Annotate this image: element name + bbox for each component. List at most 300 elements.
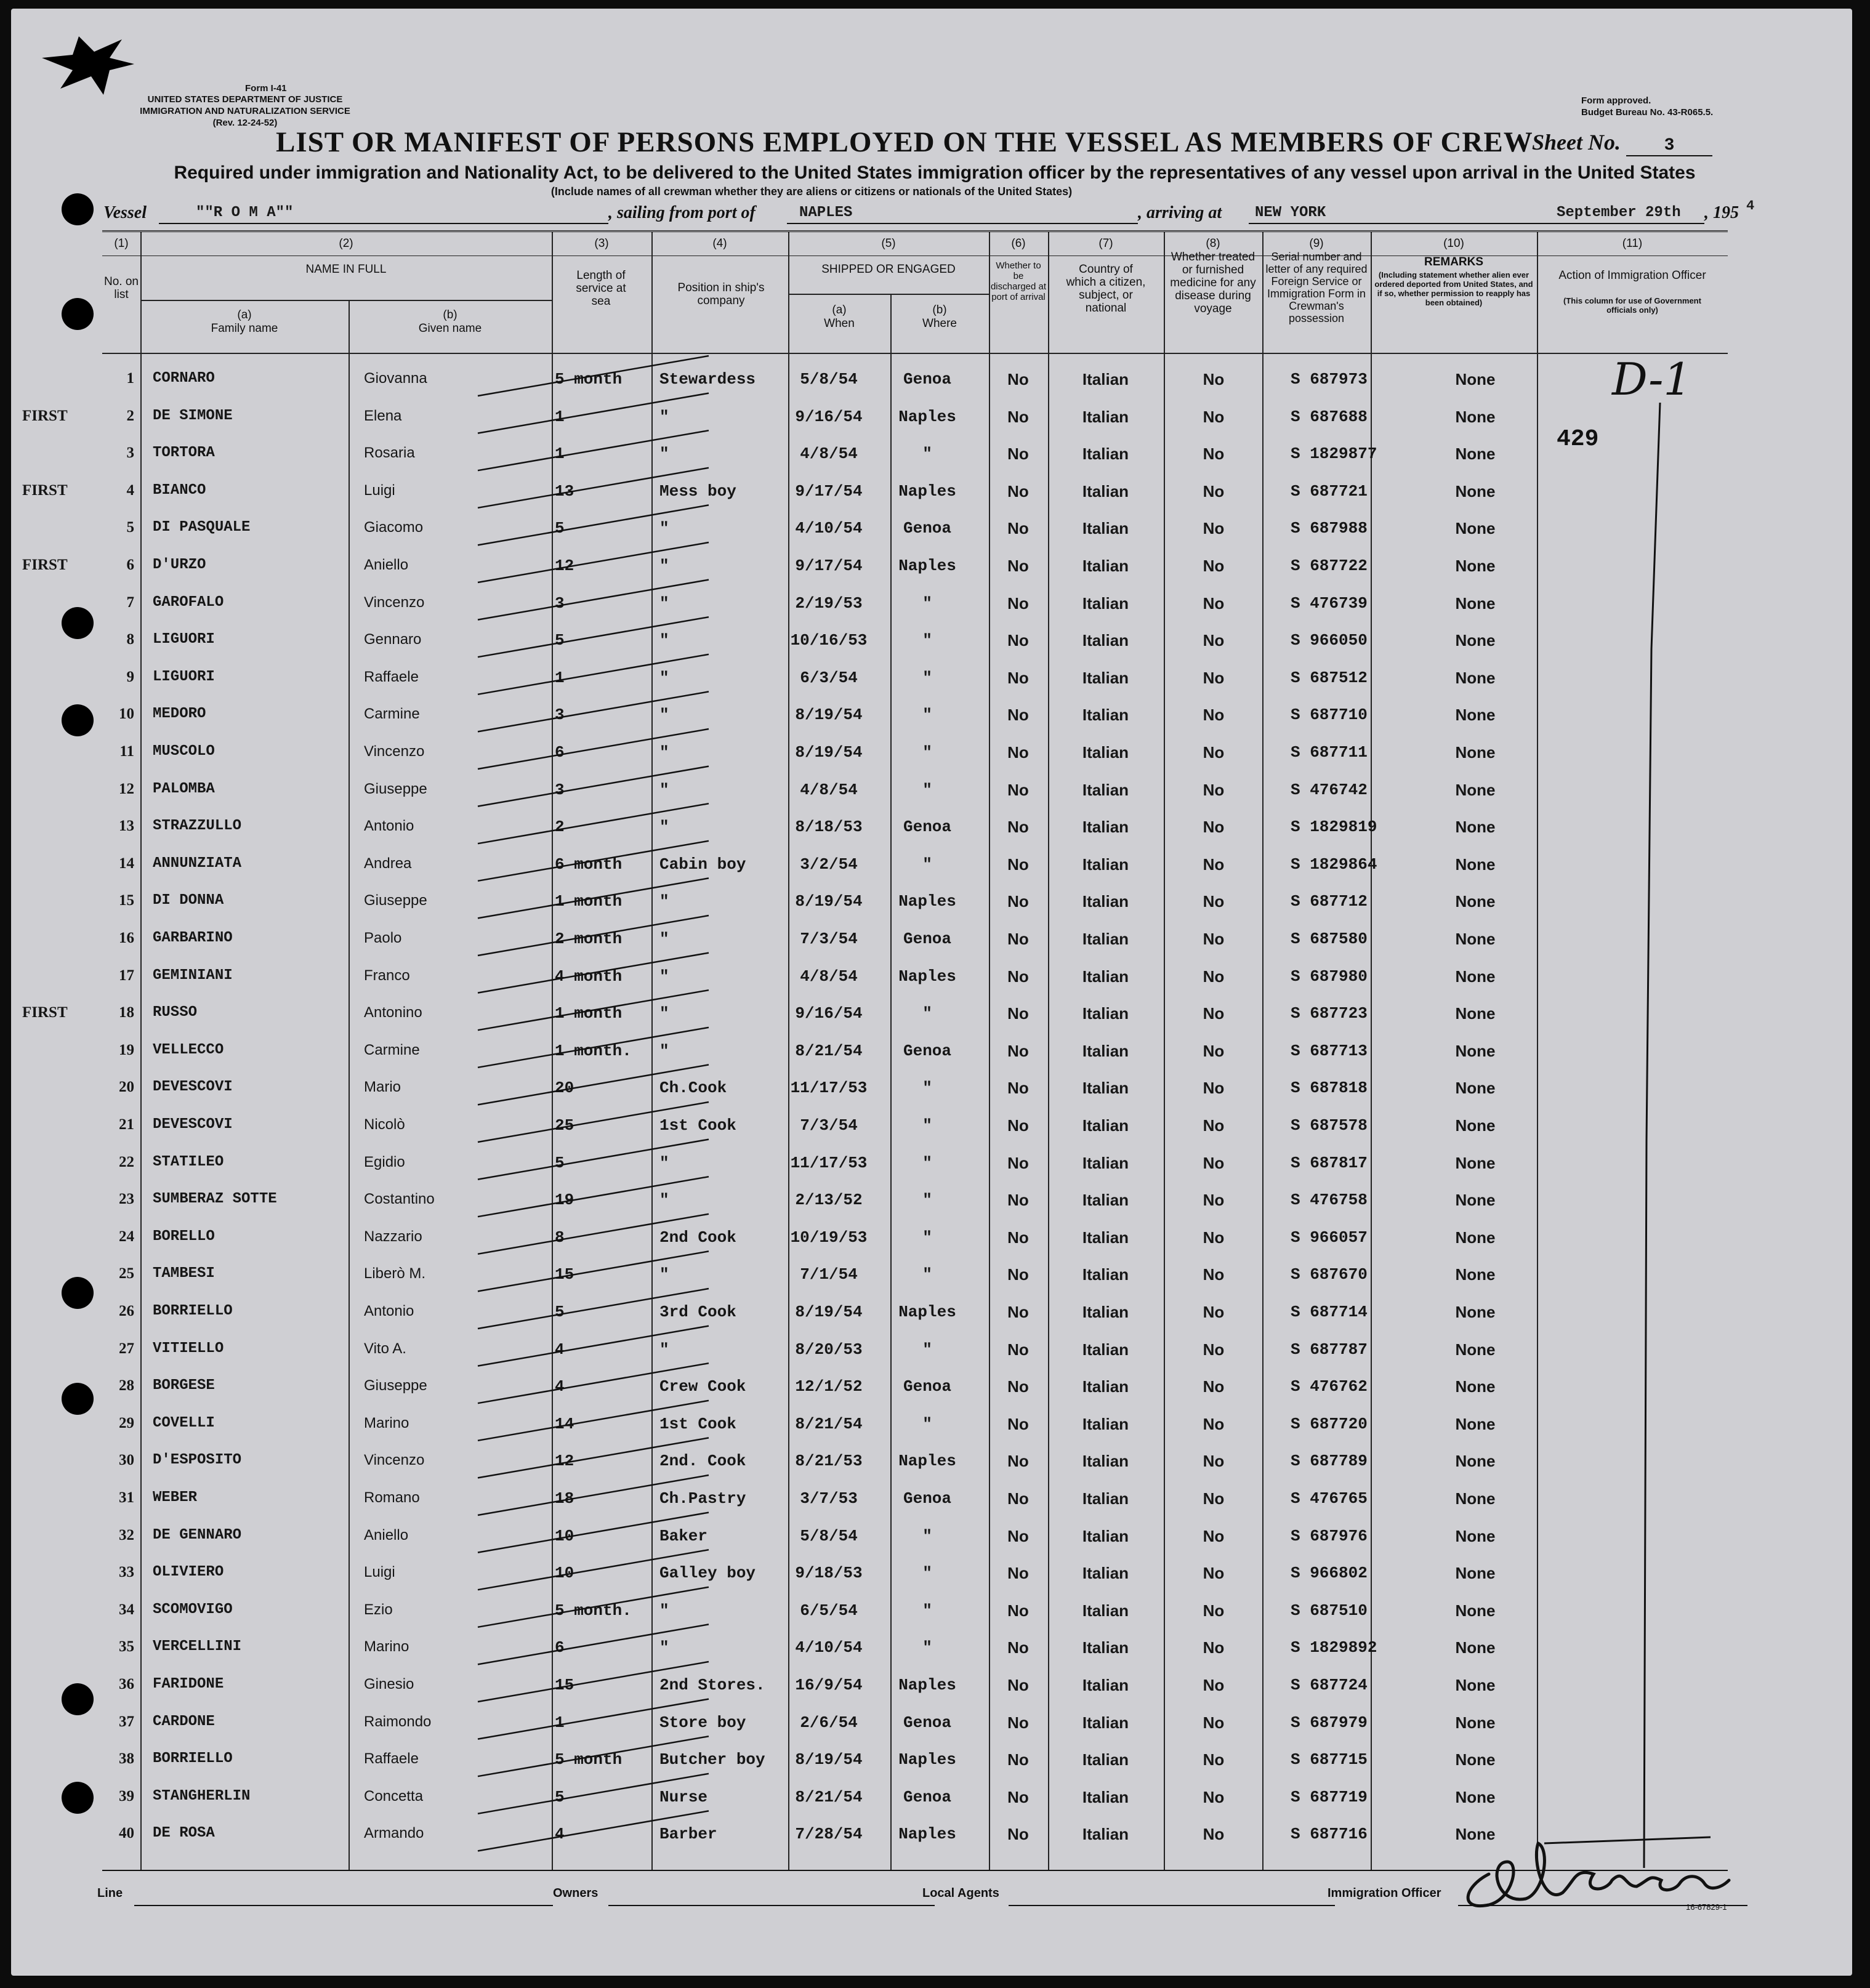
family-name: STRAZZULLO	[153, 818, 242, 835]
remarks: None	[1455, 445, 1496, 464]
remarks: None	[1455, 1265, 1496, 1284]
serial-number: S 687712	[1291, 892, 1368, 911]
family-name: LIGUORI	[153, 668, 215, 685]
citizenship: Italian	[1082, 1750, 1129, 1769]
shipped-where: Genoa	[903, 1041, 951, 1060]
service-length: 5	[555, 1787, 565, 1806]
serial-number: S 476765	[1291, 1489, 1368, 1508]
given-name: Concetta	[364, 1787, 424, 1805]
crew-table	[22, 230, 1728, 1871]
service-length: 5 month.	[555, 1601, 632, 1620]
service-length: 2	[555, 818, 565, 837]
remarks: None	[1455, 594, 1496, 613]
shipped-when: 4/8/54	[800, 780, 858, 799]
shipped-when: 8/21/54	[795, 1041, 863, 1060]
serial-number: S 687713	[1291, 1041, 1368, 1060]
shipped-where: Genoa	[903, 1787, 951, 1806]
document-subtitle: Required under immigration and Nationality Act, to be delivered to the United States immigration officer by the representatives of any vessel upon arrival in the United States	[174, 163, 1696, 183]
annotation-stamp-d: D-1	[1612, 353, 1692, 405]
serial-number: S 687722	[1291, 557, 1368, 575]
citizenship: Italian	[1082, 1191, 1129, 1210]
first-mark: FIRST	[22, 557, 68, 573]
serial-number: S 687980	[1291, 967, 1368, 986]
ship-position: Butcher boy	[659, 1750, 765, 1769]
row-number: 38	[119, 1750, 134, 1768]
shipped-when: 8/19/54	[795, 743, 863, 762]
family-name: LIGUORI	[153, 631, 215, 648]
shipped-when: 4/8/54	[800, 967, 858, 986]
serial-number: S 687979	[1291, 1713, 1368, 1732]
shipped-when: 7/1/54	[800, 1265, 858, 1284]
form-number: Form I-41	[245, 83, 287, 94]
medicine-status: No	[1203, 1750, 1225, 1769]
shipped-when: 4/10/54	[795, 519, 863, 538]
col1-number: (1)	[114, 237, 129, 250]
row-number: 35	[119, 1638, 134, 1656]
budget-approval	[1581, 95, 1803, 118]
form-revision: (Rev. 12-24-52)	[212, 118, 278, 128]
shipped-when: 2/19/53	[795, 594, 863, 613]
shipped-where: Naples	[898, 1303, 956, 1321]
remarks: None	[1455, 519, 1496, 538]
arriving-label: , arriving at	[1138, 203, 1222, 222]
shipped-where: Naples	[898, 1676, 956, 1694]
citizenship: Italian	[1082, 1825, 1129, 1844]
medicine-status: No	[1203, 706, 1225, 725]
remarks: None	[1455, 1191, 1496, 1210]
given-name: Carmine	[364, 706, 420, 723]
shipped-where: "	[922, 631, 932, 650]
service-length: 15	[555, 1676, 574, 1694]
ship-position: 1st Cook	[659, 1116, 736, 1135]
given-name: Ezio	[364, 1601, 393, 1618]
given-name: Marino	[364, 1638, 409, 1656]
family-name: DEVESCOVI	[153, 1116, 233, 1133]
service-length: 5	[555, 631, 565, 650]
row-number: 31	[119, 1489, 134, 1506]
shipped-where: Naples	[898, 1750, 956, 1769]
serial-number: S 687578	[1291, 1116, 1368, 1135]
col10-number: (10)	[1443, 237, 1464, 250]
service-length: 13	[555, 481, 574, 501]
remarks: None	[1455, 557, 1496, 575]
row-number: 30	[119, 1452, 134, 1469]
serial-number: S 687787	[1291, 1340, 1368, 1359]
given-name: Aniello	[364, 557, 409, 573]
medicine-status: No	[1203, 445, 1225, 464]
discharge-status: No	[1007, 557, 1029, 575]
shipped-where: Naples	[898, 967, 956, 986]
medicine-status: No	[1203, 1116, 1225, 1135]
serial-number: S 687976	[1291, 1526, 1368, 1545]
ship-position: "	[659, 930, 669, 948]
col2-header: NAME IN FULL	[305, 263, 387, 276]
shipped-where: "	[922, 1601, 932, 1620]
service-length: 6 month	[555, 855, 623, 874]
family-name: BORGESE	[153, 1377, 215, 1394]
family-name: COVELLI	[153, 1414, 215, 1431]
ship-position: Stewardess	[659, 370, 756, 388]
citizenship: Italian	[1082, 1340, 1129, 1359]
family-name: STANGHERLIN	[153, 1787, 251, 1805]
ship-position: "	[659, 706, 669, 725]
discharge-status: No	[1007, 481, 1029, 501]
medicine-status: No	[1203, 557, 1225, 575]
shipped-when: 6/3/54	[800, 668, 858, 687]
serial-number: S 966057	[1291, 1228, 1368, 1247]
given-name: Raimondo	[364, 1713, 432, 1730]
given-name: Nazzario	[364, 1228, 422, 1245]
discharge-status: No	[1007, 1638, 1029, 1657]
port-value: NAPLES	[799, 204, 853, 221]
remarks: None	[1455, 818, 1496, 837]
ship-position: Cabin boy	[659, 855, 746, 874]
shipped-where: "	[922, 1004, 932, 1023]
serial-number: S 687715	[1291, 1750, 1368, 1769]
ship-position: "	[659, 1004, 669, 1023]
family-name: BORRIELLO	[153, 1303, 233, 1319]
col9-number: (9)	[1309, 237, 1324, 250]
medicine-status: No	[1203, 407, 1225, 426]
discharge-status: No	[1007, 1676, 1029, 1694]
remarks: None	[1455, 780, 1496, 799]
service-length: 1 month	[555, 1004, 623, 1023]
remarks: None	[1455, 1638, 1496, 1657]
shipped-when: 8/19/54	[795, 1303, 863, 1321]
family-name: MEDORO	[153, 706, 206, 723]
given-name: Giacomo	[364, 519, 424, 536]
given-name: Giuseppe	[364, 1377, 427, 1394]
agents-label: Local Agents	[922, 1886, 999, 1900]
shipped-where: "	[922, 594, 932, 613]
given-name: Giuseppe	[364, 780, 427, 797]
ship-position: Mess boy	[659, 481, 736, 501]
crew-row	[102, 660, 1728, 697]
serial-number: S 1829864	[1291, 855, 1377, 874]
shipped-when: 8/19/54	[795, 706, 863, 725]
crew-row	[102, 586, 1728, 622]
row-number: 39	[119, 1787, 134, 1805]
crew-row	[102, 809, 1728, 846]
ship-position: "	[659, 743, 669, 762]
discharge-status: No	[1007, 892, 1029, 911]
service-length: 18	[555, 1489, 574, 1508]
form-identification	[97, 83, 393, 129]
given-name: Marino	[364, 1414, 409, 1431]
ship-position: "	[659, 557, 669, 575]
serial-number: S 687711	[1291, 743, 1368, 762]
discharge-status: No	[1007, 407, 1029, 426]
shipped-when: 8/21/53	[795, 1452, 863, 1471]
medicine-status: No	[1203, 1414, 1225, 1433]
discharge-status: No	[1007, 668, 1029, 687]
given-name: Franco	[364, 967, 410, 984]
given-name: Vito A.	[364, 1340, 406, 1357]
citizenship: Italian	[1082, 519, 1129, 538]
remarks: None	[1455, 1004, 1496, 1023]
ship-position: 3rd Cook	[659, 1303, 736, 1321]
citizenship: Italian	[1082, 1713, 1129, 1732]
given-name: Andrea	[364, 855, 412, 872]
discharge-status: No	[1007, 631, 1029, 650]
discharge-status: No	[1007, 519, 1029, 538]
service-length: 12	[555, 557, 574, 575]
family-name: DE ROSA	[153, 1825, 215, 1842]
discharge-status: No	[1007, 1787, 1029, 1806]
manifest-sheet	[11, 9, 1852, 1976]
shipped-where: Naples	[898, 481, 956, 501]
shipped-where: "	[922, 1526, 932, 1545]
citizenship: Italian	[1082, 1526, 1129, 1545]
citizenship: Italian	[1082, 855, 1129, 874]
ship-position: "	[659, 1265, 669, 1284]
row-number: 18	[119, 1004, 134, 1021]
print-code: 16-67829-1	[1686, 1902, 1727, 1912]
ship-position: "	[659, 1340, 669, 1359]
crew-row	[22, 473, 1728, 510]
given-name: Antonio	[364, 1303, 414, 1319]
annotation-stamp-429: 429	[1557, 426, 1599, 453]
ship-position: "	[659, 668, 669, 687]
vessel-label: Vessel	[103, 203, 147, 222]
given-name: Antonino	[364, 1004, 422, 1021]
row-number: 14	[119, 855, 134, 872]
shipped-when: 10/16/53	[790, 631, 868, 650]
row-number: 26	[119, 1303, 134, 1319]
family-name: VERCELLINI	[153, 1638, 242, 1656]
serial-number: S 687720	[1291, 1414, 1368, 1433]
serial-number: S 687988	[1291, 519, 1368, 538]
row-number: 2	[126, 407, 134, 424]
medicine-status: No	[1203, 594, 1225, 613]
family-name: BORRIELLO	[153, 1750, 233, 1768]
service-length: 19	[555, 1191, 574, 1210]
citizenship: Italian	[1082, 1004, 1129, 1023]
ship-position: Store boy	[659, 1713, 746, 1732]
serial-number: S 687723	[1291, 1004, 1368, 1023]
ship-position: "	[659, 780, 669, 799]
ship-position: 2nd Stores.	[659, 1676, 765, 1694]
ship-position: "	[659, 519, 669, 538]
service-length: 10	[555, 1526, 574, 1545]
col3-header: Length of service at sea	[576, 269, 626, 308]
shipped-when: 10/19/53	[790, 1228, 868, 1247]
crew-row	[102, 1033, 1728, 1070]
service-length: 6	[555, 1638, 565, 1657]
shipped-where: "	[922, 445, 932, 464]
medicine-status: No	[1203, 481, 1225, 501]
row-number: 8	[126, 631, 134, 648]
discharge-status: No	[1007, 1825, 1029, 1844]
citizenship: Italian	[1082, 1265, 1129, 1284]
binder-hole	[62, 1782, 94, 1814]
vessel-line	[103, 198, 1755, 227]
remarks: None	[1455, 668, 1496, 687]
shipped-when: 3/2/54	[800, 855, 858, 874]
col6-number: (6)	[1011, 237, 1026, 250]
medicine-status: No	[1203, 1079, 1225, 1098]
discharge-status: No	[1007, 1265, 1029, 1284]
medicine-status: No	[1203, 1191, 1225, 1210]
medicine-status: No	[1203, 743, 1225, 762]
family-name: SUMBERAZ SOTTE	[153, 1191, 277, 1208]
shipped-where: "	[922, 1153, 932, 1172]
family-name: FARIDONE	[153, 1676, 224, 1692]
family-name: CORNARO	[153, 370, 215, 387]
row-number: 33	[119, 1564, 134, 1581]
row-number: 7	[126, 594, 134, 611]
shipped-where: "	[922, 1228, 932, 1247]
ship-position: "	[659, 818, 669, 837]
service-length: 20	[555, 1079, 574, 1098]
binder-hole	[62, 704, 94, 736]
given-name: Luigi	[364, 481, 395, 499]
citizenship: Italian	[1082, 557, 1129, 575]
shipped-where: "	[922, 1414, 932, 1433]
serial-number: S 476762	[1291, 1377, 1368, 1396]
remarks: None	[1455, 1340, 1496, 1359]
year-prefix: , 195	[1704, 203, 1739, 222]
row-number: 15	[119, 892, 134, 909]
remarks: None	[1455, 1414, 1496, 1433]
citizenship: Italian	[1082, 930, 1129, 948]
remarks: None	[1455, 1079, 1496, 1098]
service-length: 15	[555, 1265, 574, 1284]
shipped-where: "	[922, 1340, 932, 1359]
col2a-header: Family name	[211, 322, 278, 335]
col4-number: (4)	[712, 237, 727, 250]
binder-hole	[62, 607, 94, 639]
crew-row	[102, 959, 1728, 996]
serial-number: S 1829892	[1291, 1638, 1377, 1657]
serial-number: S 966802	[1291, 1564, 1368, 1583]
col8-header: Whether treated or furnished medicine for any disease during voyage	[1170, 251, 1256, 315]
shipped-where: Genoa	[903, 1713, 951, 1732]
crew-row	[102, 1070, 1728, 1107]
col11-header: Action of Immigration Officer	[1558, 269, 1706, 282]
col5-number: (5)	[881, 237, 896, 250]
remarks: None	[1455, 706, 1496, 725]
row-number: 36	[119, 1676, 134, 1692]
remarks: None	[1455, 1303, 1496, 1321]
remarks: None	[1455, 1601, 1496, 1620]
citizenship: Italian	[1082, 1601, 1129, 1620]
citizenship: Italian	[1082, 370, 1129, 388]
citizenship: Italian	[1082, 967, 1129, 986]
serial-number: S 687724	[1291, 1676, 1368, 1694]
citizenship: Italian	[1082, 1676, 1129, 1694]
crew-row	[102, 1220, 1728, 1257]
shipped-where: Naples	[898, 557, 956, 575]
row-number: 24	[119, 1228, 134, 1245]
remarks: None	[1455, 1526, 1496, 1545]
given-name: Antonio	[364, 818, 414, 835]
crew-row	[102, 1145, 1728, 1182]
ship-position: Galley boy	[659, 1564, 756, 1583]
row-number: 25	[119, 1265, 134, 1282]
medicine-status: No	[1203, 1526, 1225, 1545]
medicine-status: No	[1203, 1638, 1225, 1657]
remarks: None	[1455, 1153, 1496, 1172]
officer-bracket-line	[1643, 403, 1661, 1868]
family-name: BIANCO	[153, 481, 206, 499]
family-name: MUSCOLO	[153, 743, 215, 760]
serial-number: S 966050	[1291, 631, 1368, 650]
citizenship: Italian	[1082, 1489, 1129, 1508]
shipped-when: 4/8/54	[800, 445, 858, 464]
citizenship: Italian	[1082, 1787, 1129, 1806]
family-name: DE SIMONE	[153, 407, 233, 424]
crew-row	[102, 1257, 1728, 1294]
given-name: Gennaro	[364, 631, 422, 648]
row-number: 9	[126, 668, 134, 685]
remarks: None	[1455, 1452, 1496, 1471]
discharge-status: No	[1007, 1228, 1029, 1247]
crew-row	[102, 1332, 1728, 1369]
approval-line: Form approved.	[1581, 95, 1651, 106]
family-name: VITIELLO	[153, 1340, 224, 1357]
given-name: Carmine	[364, 1041, 420, 1058]
vessel-value: ""R O M A""	[196, 204, 294, 221]
col5b-header: Where	[922, 317, 957, 330]
discharge-status: No	[1007, 1153, 1029, 1172]
shipped-when: 12/1/52	[795, 1377, 863, 1396]
given-name: Raffaele	[364, 668, 419, 685]
family-name: SCOMOVIGO	[153, 1601, 233, 1618]
shipped-when: 11/17/53	[790, 1153, 868, 1172]
medicine-status: No	[1203, 1228, 1225, 1247]
crew-row	[102, 1779, 1728, 1816]
service-length: 1 month	[555, 892, 623, 911]
binder-hole	[62, 1683, 94, 1715]
col11-number: (11)	[1622, 237, 1643, 250]
service-length: 5	[555, 1153, 565, 1172]
shipped-when: 8/19/54	[795, 892, 863, 911]
row-number: 6	[126, 557, 134, 573]
row-number: 3	[126, 445, 134, 462]
ship-position: "	[659, 1601, 669, 1620]
crew-row	[102, 1555, 1728, 1592]
service-length: 4	[555, 1377, 565, 1396]
discharge-status: No	[1007, 1526, 1029, 1545]
citizenship: Italian	[1082, 1564, 1129, 1583]
medicine-status: No	[1203, 1303, 1225, 1321]
remarks: None	[1455, 967, 1496, 986]
shipped-where: Naples	[898, 1825, 956, 1844]
given-name: Vincenzo	[364, 594, 425, 611]
shipped-where: Naples	[898, 892, 956, 911]
remarks: None	[1455, 407, 1496, 426]
remarks: None	[1455, 1116, 1496, 1135]
serial-number: S 687512	[1291, 668, 1368, 687]
ship-position: 2nd Cook	[659, 1228, 736, 1247]
ship-position: "	[659, 594, 669, 613]
shipped-when: 2/6/54	[800, 1713, 858, 1732]
shipped-when: 11/17/53	[790, 1079, 868, 1098]
family-name: STATILEO	[153, 1153, 224, 1170]
citizenship: Italian	[1082, 1228, 1129, 1247]
shipped-where: "	[922, 855, 932, 874]
serial-number: S 687721	[1291, 481, 1368, 501]
discharge-status: No	[1007, 1601, 1029, 1620]
row-number: 28	[119, 1377, 134, 1394]
citizenship: Italian	[1082, 706, 1129, 725]
given-name: Aniello	[364, 1526, 409, 1543]
service-length: 3	[555, 594, 565, 613]
remarks: None	[1455, 1713, 1496, 1732]
serial-number: S 687688	[1291, 407, 1368, 426]
medicine-status: No	[1203, 1340, 1225, 1359]
